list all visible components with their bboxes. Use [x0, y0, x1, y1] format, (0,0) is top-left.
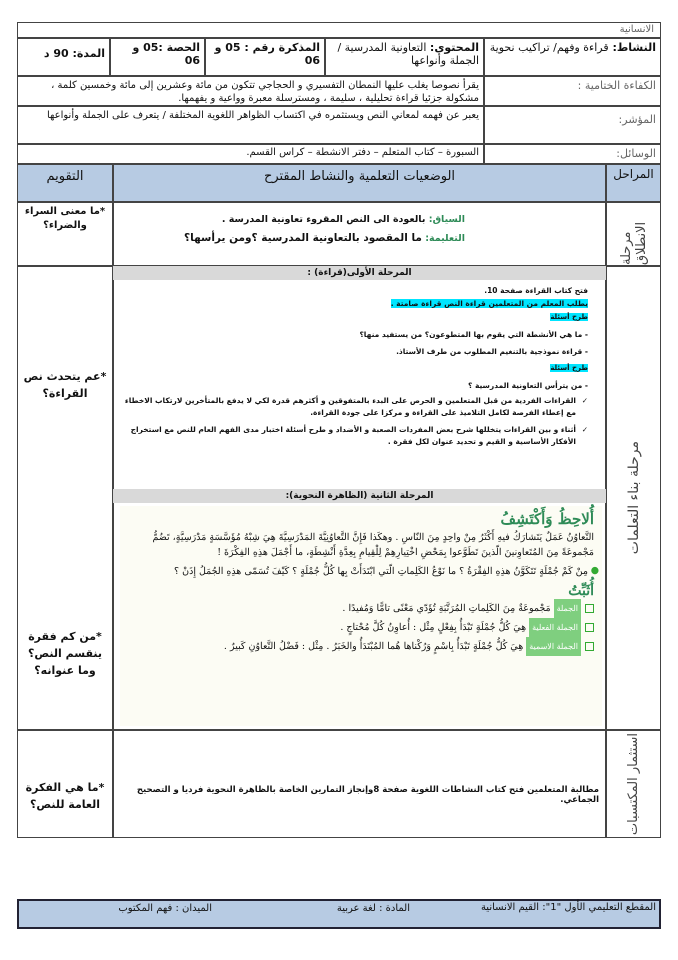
phase1-title: المرحلة الأولى(قراءة) : — [113, 266, 606, 280]
rule-1: مَجْموعَةٌ مِنَ الكَلِماتِ المُرَتَّبَةِ تُؤَدّي مَعْنًى تامًّا وَمُفيدًا . — [342, 603, 551, 614]
footer-subject: المادة : لغة عربية — [336, 903, 410, 914]
launch-stage-label: مرحلة الانطلاق — [618, 221, 649, 265]
phase1-body: فتح كتاب القراءة صفحة 10. يطلب المعلم من المتعلمين قراءة النص قراءة صامتة . طرح أسئلة - ما هي الأنشطة التي يقوم بها المتطوعون؟ من يستفيد منها؟ - قراءة نموذجية بالتنغيم المطلوب من طرف الأستاذ. طرح أسئلة - من يترأس التعاونية المدرسية ؟ ✓ القراءات الفردية من قبل المتعلمين و الحرص على البدء بالمتفوقين و أكثرهم قدرة لكي لا يدفع بالمتأخرين لارتكاب الاخطاء مع إعطاء الفرصة لكامل التلاميذ على القراءة و مركزا على جودة القراءة. ✓ أثناء و بين القراءات يتخللها شرح بعض المفردات الصعبة و الأضداد و طرح أسئلة اختبار مدى الفهم العام للنص مع استخراج الأفكار الأساسية و القيم و تحديد عنوان لكل فقرة . — [118, 284, 588, 448]
phase1-line-9: أثناء و بين القراءات يتخللها شرح بعض المفردات الصعبة و الأضداد و طرح أسئلة اختبار مدى الفهم العام للنص مع استخراج الأفكار الأساسية و القيم و تحديد عنوان لكل فقرة . — [130, 425, 576, 446]
build-eval-1: *عم يتحدث نص القراءة؟ — [23, 370, 107, 400]
phase1-line-8: القراءات الفردية من قبل المتعلمين و الحرص على البدء بالمتفوقين و أكثرهم قدرة لكي لا يدفع بالمتأخرين لارتكاب الاخطاء مع إعطاء الفرصة لكامل التلاميذ على القراءة و مركزا على جودة القراءة. — [124, 396, 576, 417]
means-label-cell: الوسائل: — [484, 144, 661, 164]
textbook-excerpt: أُلاحِظُ وَأَكْتَشِفُ التَّعاوُنُ عَمَلٌ يَتَشارَكُ فيهِ أَكْثَرُ مِنْ واحِدٍ مِنَ النّاسِ . وهكَذا فَإِنَّ التَّعاوُنِيَّةَ المَدْرَسِيَّةَ هِيَ شِبْهُ مُؤَسَّسَةٍ مَدْرَسِيَّةٍ، تَضُمُّ مَجْموعَةً مِنَ المُتَعاوِنينَ الّذينَ تَطَوَّعوا بِمَحْضِ اخْتِيارِهِمْ لِلْقِيامِ بِعِدَّةِ أَنْشِطَةٍ، ما أَجْمَلَ هذِهِ الفِكْرَةَ ! ● مِنْ كَمْ جُمْلَةٍ تَتَكَوَّنُ هذِهِ الفِقْرَةُ ؟ ما نَوْعُ الكَلِماتِ الّتي ابْتَدَأَتْ بِها كُلُّ جُمْلَةٍ ؟ كَيْفَ تُسَمّى هذِهِ الجُمَلُ إِذَنْ ؟ أُثَبِّتُ الجملةمَجْموعَةٌ مِنَ الكَلِماتِ المُرَتَّبَةِ تُؤَدّي مَعْنًى تامًّا وَمُفيدًا . الجملة الفعليةهِيَ كُلُّ جُمْلَةٍ تَبْدَأُ بِفِعْلٍ مِثْل : أُعاوِنُ كُلَّ مُحْتاجٍ . الجملة الاسميةهِيَ كُلُّ جُمْلَةٍ تَبْدَأُ بِاسْمٍ وَرُكْناها هُما المُبْتَدَأُ والخَبَرُ . مِثْل : فَضْلُ التَّعاوُنِ كَبيرٌ . — [120, 506, 602, 726]
invest-stage-label: استثمار المكتسبات — [626, 732, 641, 836]
rule-2: هِيَ كُلُّ جُمْلَةٍ تَبْدَأُ بِفِعْلٍ مِثْل : أُعاوِنُ كُلَّ مُحْتاجٍ . — [340, 622, 527, 633]
footer-field: الميدان : فهم المكتوب — [118, 903, 212, 914]
indicator-label-cell: المؤشر: — [484, 106, 661, 144]
rule-2-tag: الجملة الفعلية — [529, 618, 581, 637]
invest-stage-cell — [606, 730, 661, 838]
confirm-title: أُثَبِّتُ — [568, 583, 594, 599]
build-eval-2: *من كم فقرة ينقسم النص؟ وما عنوانه؟ — [28, 630, 102, 677]
duration-cell: المدة: 90 د — [17, 38, 110, 76]
launch-content-cell: السياق: بالعودة الى النص المقروء تعاونية المدرسة . التعليمة: ما المقصود بالتعاونية المدرسية ؟ومن يرأسها؟ — [113, 202, 606, 266]
activity-cell: النشاط: قراءة وفهم/ تراكيب نحوية — [484, 38, 661, 76]
phase1-line-6: طرح أسئلة — [550, 364, 588, 372]
invest-evaluation-cell: *ما هي الفكرة العامة للنص؟ — [17, 730, 113, 838]
col-header-situations: الوضعيات التعلمية والنشاط المقترح — [113, 164, 606, 202]
session-cell: الحصة :05 و 06 — [110, 38, 205, 76]
phase1-line-3: طرح أسئلة — [550, 313, 588, 321]
col-header-evaluation: التقويم — [17, 164, 113, 202]
memo-cell: المذكرة رقم : 05 و 06 — [205, 38, 325, 76]
observe-question: مِنْ كَمْ جُمْلَةٍ تَتَكَوَّنُ هذِهِ الفِقْرَةُ ؟ ما نَوْعُ الكَلِماتِ الّتي ابْتَدَأَتْ بِها كُلُّ جُمْلَةٍ ؟ كَيْفَ تُسَمّى هذِهِ الجُمَلُ إِذَنْ ؟ — [174, 566, 588, 577]
indicator-text-cell: يعبر عن فهمه لمعاني النص ويستثمره في اكتساب الظواهر اللغوية المختلفة / يتعرف على الجملة وأنواعها — [17, 106, 484, 144]
footer-segment: المقطع التعليمي الأول "1": القيم الانسانية — [480, 902, 656, 913]
observe-title: أُلاحِظُ وَأَكْتَشِفُ — [500, 510, 594, 528]
launch-evaluation-cell: *ما معنى السراء والضراء؟ — [17, 202, 113, 266]
col-header-stages: المراحل — [606, 164, 661, 202]
competency-text-cell: يقرأ نصوصا يغلب عليها النمطان التفسيري و الحجاجي تتكون من مائة وعشرين إلى مائة وخمسين كلمة ، مشكولة جزئيا قراءة تحليلية ، سليمة ، ومسترسلة معبرة وواعية و يفهمها. — [17, 76, 484, 106]
phase1-line-4: - ما هي الأنشطة التي يقوم بها المتطوعون؟ من يستفيد منها؟ — [359, 330, 588, 339]
phase1-line-1: فتح كتاب القراءة صفحة 10. — [484, 286, 588, 295]
build-stage-label: مرحلة بناء التعلمات — [625, 441, 642, 555]
observe-text: التَّعاوُنُ عَمَلٌ يَتَشارَكُ فيهِ أَكْثَرُ مِنْ واحِدٍ مِنَ النّاسِ . وهكَذا فَإِنَّ التَّعاوُنِيَّةَ المَدْرَسِيَّةَ هِيَ شِبْهُ مُؤَسَّسَةٍ مَدْرَسِيَّةٍ، تَضُمُّ مَجْموعَةً مِنَ المُتَعاوِنينَ الّذينَ تَطَوَّعوا بِمَحْضِ اخْتِيارِهِمْ لِلْقِيامِ بِعِدَّةِ أَنْشِطَةٍ، ما أَجْمَلَ هذِهِ الفِكْرَةَ ! — [152, 532, 594, 558]
means-text-cell: السبورة – كتاب المتعلم – دفتر الانشطة – كراس القسم. — [17, 144, 484, 164]
phase1-line-7: - من يترأس التعاونية المدرسية ؟ — [467, 381, 588, 390]
top-title-bar — [17, 22, 661, 38]
phase1-line-5: - قراءة نموذجية بالتنغيم المطلوب من طرف الأستاذ. — [396, 347, 588, 356]
rule-3-tag: الجملة الاسمية — [526, 637, 581, 656]
build-stage-cell — [606, 266, 661, 730]
top-title: الانسانية — [619, 24, 654, 35]
launch-stage-cell — [606, 202, 661, 266]
phase2-title: المرحلة الثانية (الظاهرة النحوية): — [113, 489, 606, 503]
competency-label-cell: الكفاءة الختامية : — [484, 76, 661, 106]
invest-content-cell: مطالبة المتعلمين فتح كتاب النشاطات اللغوية صفحة 8وإنجاز التمارين الخاصة بالظاهرة النحوية فرديا و التصحيح الجماعي. — [113, 730, 606, 838]
rule-3: هِيَ كُلُّ جُمْلَةٍ تَبْدَأُ بِاسْمٍ وَرُكْناها هُما المُبْتَدَأُ والخَبَرُ . مِثْل : فَضْلُ التَّعاوُنِ كَبيرٌ . — [223, 641, 524, 652]
rule-1-tag: الجملة — [554, 599, 581, 618]
content-cell: المحتوى: التعاونية المدرسية / الجملة وأنواعها — [325, 38, 484, 76]
phase1-line-2: يطلب المعلم من المتعلمين قراءة النص قراءة صامتة . — [390, 299, 588, 308]
